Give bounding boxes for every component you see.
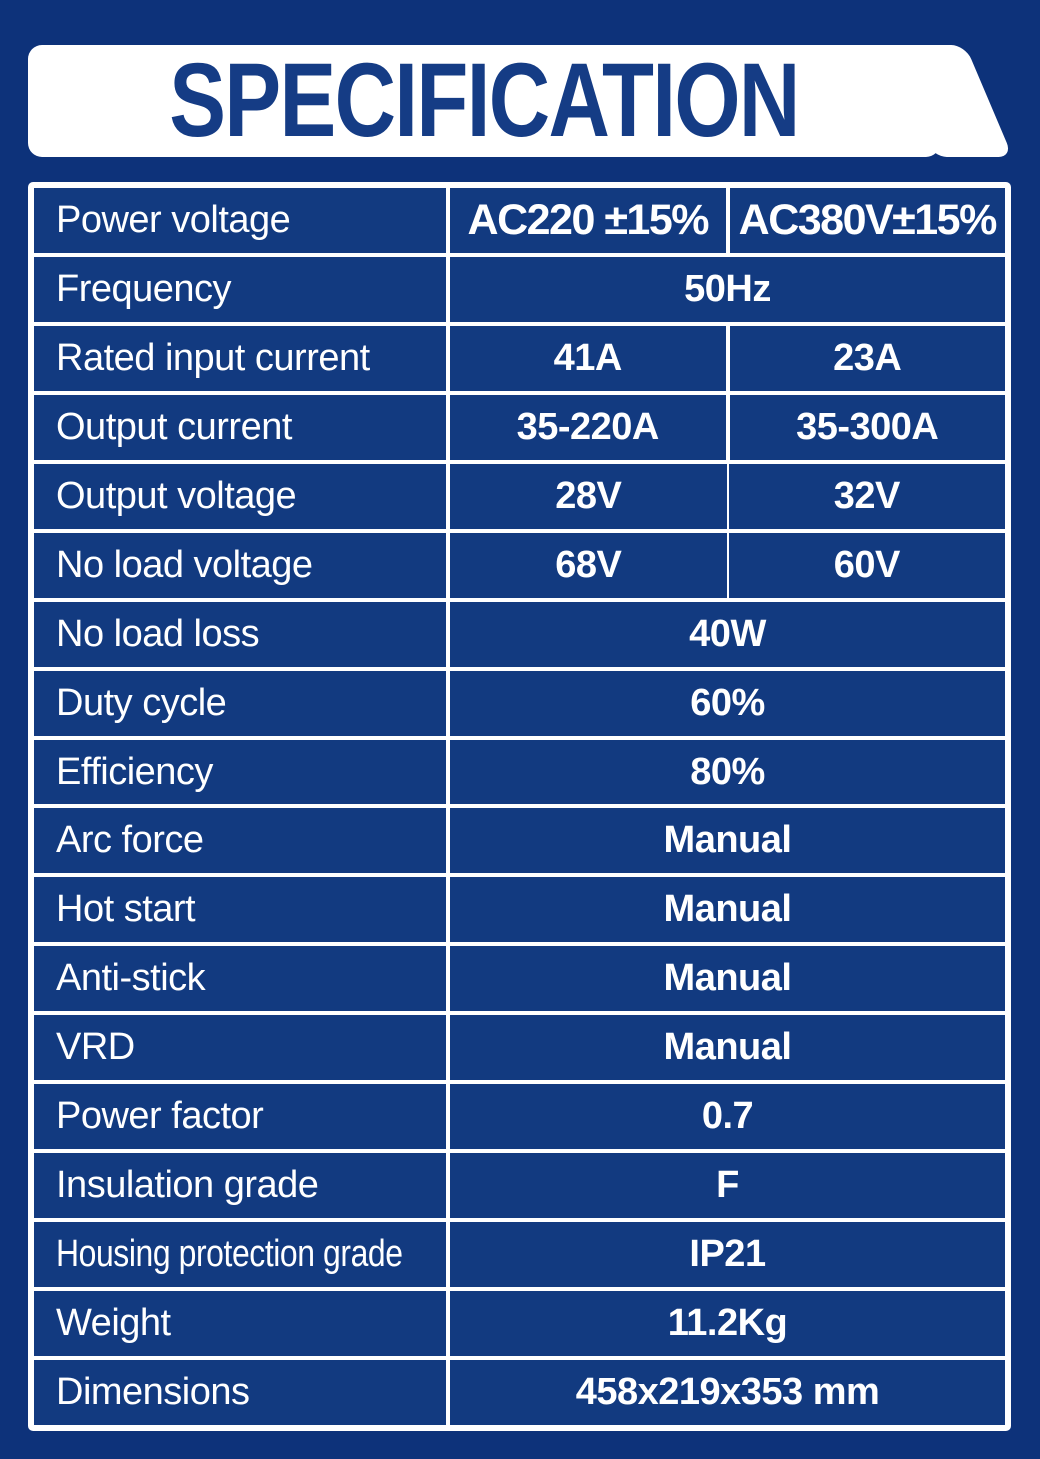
spec-value-cell: F <box>450 1153 1005 1218</box>
spec-label-text: Efficiency <box>56 750 213 793</box>
spec-label-cell <box>34 808 446 873</box>
spec-value-cell: 28V <box>450 464 727 529</box>
table-row <box>34 671 1005 736</box>
spec-value-cell: 32V <box>729 464 1006 529</box>
table-row <box>34 1360 1005 1425</box>
spec-value-cell: IP21 <box>450 1222 1005 1287</box>
spec-label-text: Power voltage <box>56 198 291 241</box>
table-row <box>34 1291 1005 1356</box>
spec-label-cell <box>34 1153 446 1218</box>
spec-value-cell: 11.2Kg <box>450 1291 1005 1356</box>
spec-values-pair <box>450 464 1005 529</box>
spec-label-text: No load voltage <box>56 543 313 586</box>
banner-slant <box>885 45 1013 157</box>
table-row <box>34 946 1005 1011</box>
spec-label-cell <box>34 1291 446 1356</box>
spec-value-cell: 50Hz <box>450 257 1005 322</box>
spec-label-cell <box>34 464 446 529</box>
spec-label-cell <box>34 877 446 942</box>
spec-label-text: Rated input current <box>56 336 370 379</box>
spec-value-cell: AC380V±15% <box>730 188 1006 253</box>
spec-label-text: Arc force <box>56 819 204 862</box>
spec-label-cell <box>34 257 446 322</box>
spec-label-text: Housing protection grade <box>56 1233 403 1276</box>
spec-label-text: Insulation grade <box>56 1164 319 1207</box>
spec-value-cell: 80% <box>450 740 1005 805</box>
table-row <box>34 877 1005 942</box>
spec-label-text: Hot start <box>56 888 196 931</box>
spec-label-text: Weight <box>56 1302 171 1345</box>
table-row <box>34 1015 1005 1080</box>
table-row <box>34 740 1005 805</box>
table-row <box>34 533 1005 598</box>
spec-label-cell <box>34 1015 446 1080</box>
table-row <box>34 1084 1005 1149</box>
spec-label-text: Power factor <box>56 1095 264 1138</box>
spec-label-cell <box>34 533 446 598</box>
spec-value-cell: Manual <box>450 877 1005 942</box>
spec-label-text: VRD <box>56 1026 135 1069</box>
spec-label-cell <box>34 395 446 460</box>
table-row <box>34 464 1005 529</box>
table-row <box>34 257 1005 322</box>
spec-value-cell: 458x219x353 mm <box>450 1360 1005 1425</box>
spec-label-text: Dimensions <box>56 1371 250 1414</box>
spec-values-pair <box>450 395 1005 460</box>
table-row <box>34 326 1005 391</box>
spec-value-cell: 60% <box>450 671 1005 736</box>
spec-label-cell <box>34 1360 446 1425</box>
spec-value-cell: AC220 ±15% <box>450 188 726 253</box>
specification-table <box>28 182 1011 1431</box>
table-row <box>34 1222 1005 1287</box>
spec-value-cell: 23A <box>730 326 1006 391</box>
spec-value-cell: 35-220A <box>450 395 726 460</box>
spec-label-text: No load loss <box>56 612 260 655</box>
spec-label-text: Output voltage <box>56 474 297 517</box>
spec-label-cell <box>34 740 446 805</box>
spec-label-text: Duty cycle <box>56 681 227 724</box>
spec-label-text: Frequency <box>56 267 232 310</box>
spec-value-cell: 35-300A <box>730 395 1006 460</box>
spec-value-cell: Manual <box>450 808 1005 873</box>
spec-values-pair <box>450 188 1005 253</box>
spec-label-cell <box>34 1222 446 1287</box>
table-row <box>34 808 1005 873</box>
page-title: SPECIFICATION <box>169 42 799 159</box>
spec-label-cell <box>34 602 446 667</box>
table-row <box>34 602 1005 667</box>
spec-label-cell <box>34 671 446 736</box>
spec-label-text: Output current <box>56 405 292 448</box>
spec-value-cell: 0.7 <box>450 1084 1005 1149</box>
table-row <box>34 395 1005 460</box>
spec-value-cell: Manual <box>450 1015 1005 1080</box>
header-banner <box>28 42 940 159</box>
spec-label-text: Anti-stick <box>56 957 206 1000</box>
spec-label-cell <box>34 188 446 253</box>
spec-value-cell: 40W <box>450 602 1005 667</box>
spec-label-cell <box>34 946 446 1011</box>
spec-value-cell: 60V <box>729 533 1006 598</box>
spec-label-cell <box>34 326 446 391</box>
spec-value-cell: Manual <box>450 946 1005 1011</box>
spec-values-pair <box>450 326 1005 391</box>
spec-values-pair <box>450 533 1005 598</box>
spec-value-cell: 41A <box>450 326 726 391</box>
spec-value-cell: 68V <box>450 533 727 598</box>
table-row <box>34 1153 1005 1218</box>
table-row <box>34 188 1005 253</box>
spec-label-cell <box>34 1084 446 1149</box>
